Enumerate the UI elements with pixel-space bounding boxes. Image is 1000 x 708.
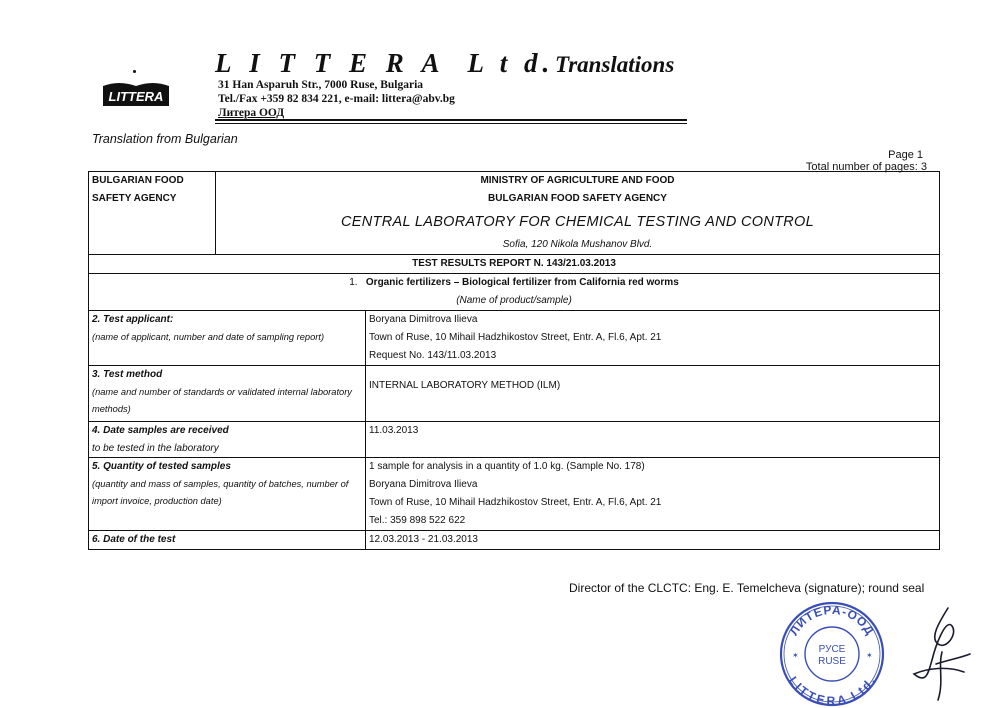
section-value: 11.03.2013 — [369, 425, 419, 436]
company-name-main: L I T T E R A — [215, 48, 446, 78]
product-label: (Name of product/sample) — [456, 295, 572, 306]
svg-text:ЛИТЕРА-ООД — [787, 603, 878, 638]
section-note: (quantity and mass of samples, quantity of batches, number of import invoice, production date) — [92, 479, 349, 506]
product-line — [89, 274, 939, 292]
section-value-cell — [366, 311, 940, 366]
section-row — [89, 458, 940, 531]
agency-right-cell — [216, 172, 940, 255]
director-signature-note: Director of the CLCTC: Eng. E. Temelcheva (signature); round seal — [569, 581, 925, 595]
product-row — [89, 274, 940, 311]
section-value-cell — [366, 366, 940, 422]
product-name: Organic fertilizers – Biological fertilizer from California red worms — [365, 277, 679, 288]
ministry-name: MINISTRY OF AGRICULTURE AND FOOD — [480, 175, 675, 186]
littera-logo — [101, 80, 171, 108]
agency-header-row — [89, 172, 940, 255]
local-company-name: Литера ООД — [218, 107, 285, 119]
product-cell — [89, 274, 940, 311]
section-value: 12.03.2013 - 21.03.2013 — [369, 534, 478, 545]
letterhead-rule-thin — [215, 123, 687, 124]
section-title: 5. Quantity of tested samples — [92, 461, 231, 472]
test-report-table — [88, 171, 940, 550]
company-name — [215, 48, 554, 79]
service-title: Translations — [555, 52, 675, 77]
agency-left-line-2: SAFETY AGENCY — [92, 193, 177, 204]
agency-left-line-1: BULGARIAN FOOD — [92, 175, 184, 186]
section-note: (name of applicant, number and date of sampling report) — [92, 332, 325, 342]
logo-text: LITTERA — [108, 89, 164, 104]
section-note: (name and number of standards or validated internal laboratory methods) — [92, 387, 352, 414]
svg-text:✶: ✶ — [792, 651, 799, 660]
seal-outer-top-text: ЛИТЕРА-ООД — [786, 602, 878, 638]
round-seal-stamp — [778, 600, 886, 708]
laboratory-name: CENTRAL LABORATORY FOR CHEMICAL TESTING AND CONTROL — [341, 214, 814, 230]
svg-text:LITTERA Ltd. — [786, 674, 878, 708]
page-number: Page 1 — [888, 149, 923, 161]
agency-name: BULGARIAN FOOD SAFETY AGENCY — [488, 193, 667, 204]
section-title: 6. Date of the test — [92, 534, 176, 545]
section-title: 4. Date samples are received — [92, 425, 229, 436]
section-row — [89, 311, 940, 366]
address-line: 31 Han Asparuh Str., 7000 Ruse, Bulgaria — [218, 79, 424, 91]
handwritten-signature — [908, 604, 978, 704]
section-value: Boryana Dimitrova Ilieva — [369, 314, 478, 325]
translation-note: Translation from Bulgarian — [92, 132, 238, 146]
section-label-cell — [89, 531, 366, 550]
seal-outer-bottom-text: LITTERA Ltd. — [785, 673, 879, 708]
section-title: 3. Test method — [92, 369, 163, 380]
company-suffix: L t d. — [467, 48, 555, 78]
section-row — [89, 422, 940, 458]
report-title-cell — [89, 255, 940, 274]
section-value: Town of Ruse, 10 Mihail Hadzhikostov Street, Entr. A, Fl.6, Apt. 21 — [369, 332, 662, 343]
contact-line: Tel./Fax +359 82 834 221, e-mail: littera@abv.bg — [218, 93, 455, 105]
section-label-cell — [89, 422, 366, 458]
section-value-cell — [366, 422, 940, 458]
section-label-cell — [89, 458, 366, 531]
svg-text:✶: ✶ — [866, 651, 873, 660]
seal-inner-text-1: РУСЕ — [818, 644, 846, 655]
section-note: to be tested in the laboratory — [92, 443, 219, 454]
section-title: 2. Test applicant: — [92, 314, 174, 325]
letterhead-rule — [215, 119, 687, 121]
section-value: Town of Ruse, 10 Mihail Hadzhikostov Street, Entr. A, Fl.6, Apt. 21 — [369, 497, 662, 508]
section-value-cell — [366, 531, 940, 550]
section-row — [89, 366, 940, 422]
logo-dot — [133, 70, 136, 73]
section-label-cell — [89, 366, 366, 422]
product-number: 1. — [349, 277, 358, 288]
section-value-cell — [366, 458, 940, 531]
section-value: Request No. 143/11.03.2013 — [369, 350, 497, 361]
laboratory-address: Sofia, 120 Nikola Mushanov Blvd. — [502, 239, 653, 250]
total-pages: Total number of pages: 3 — [805, 161, 927, 173]
section-value: INTERNAL LABORATORY METHOD (ILM) — [369, 380, 561, 391]
section-value: 1 sample for analysis in a quantity of 1.0 kg. (Sample No. 178) — [369, 461, 645, 472]
section-row — [89, 531, 940, 550]
section-value: Boryana Dimitrova Ilieva — [369, 479, 478, 490]
section-label-cell — [89, 311, 366, 366]
report-title-row — [89, 255, 940, 274]
section-value: Tel.: 359 898 522 622 — [369, 515, 466, 526]
agency-left-cell — [89, 172, 216, 255]
report-title: TEST RESULTS REPORT N. 143/21.03.2013 — [412, 258, 616, 269]
seal-inner-text-2: RUSE — [818, 656, 846, 667]
